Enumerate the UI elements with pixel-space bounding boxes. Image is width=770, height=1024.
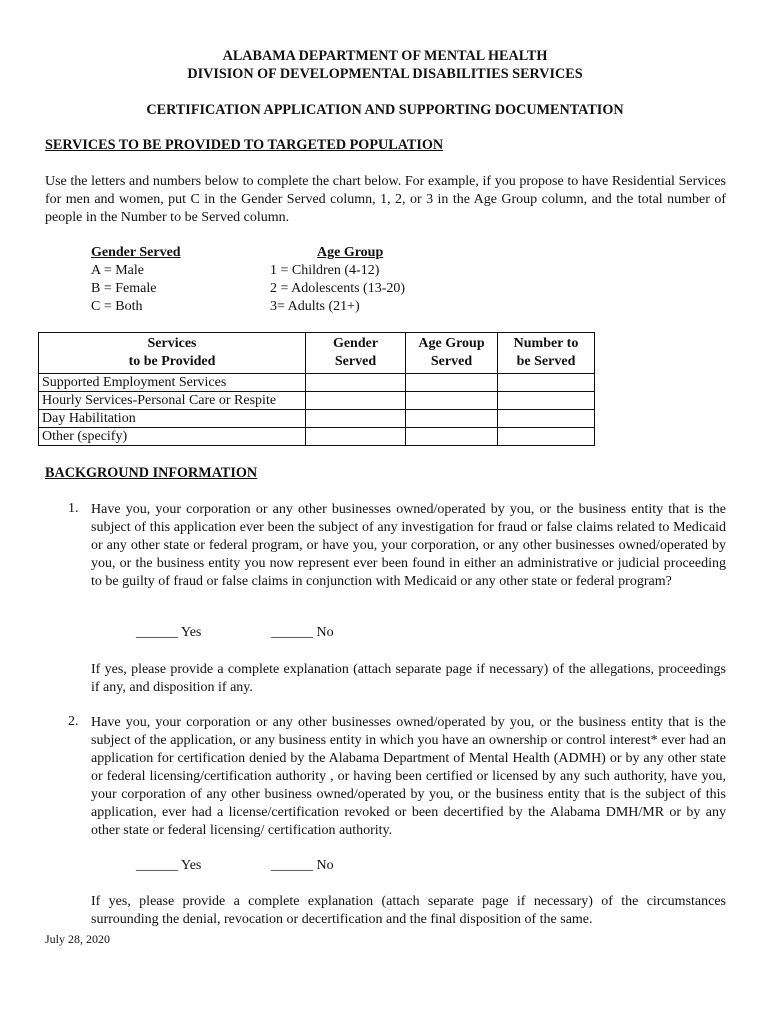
- table-row: [39, 428, 595, 446]
- gender-legend-item: C = Both: [91, 299, 143, 314]
- gender-legend-title: Gender Served: [91, 245, 181, 260]
- gender-legend-item: B = Female: [91, 281, 157, 296]
- number-header-line2: be Served: [516, 354, 576, 369]
- question-1-text: Have you, your corporation or any other businesses owned/operated by you, or the business entity that is the subject of this application ever been the subject of any investigation for fraud or false claims related to Medicaid or any other state or federal program, or have you, your corporation, or any other businesses owned/operated by you, or the business entity you now represent ever been found in either an administrative or judicial proceeding to be guilty of fraud or false claims in conjunction with Medicaid or any other state or federal program?: [91, 502, 726, 589]
- gender-header-line1: Gender: [332, 336, 379, 351]
- service-name-cell: Hourly Services-Personal Care or Respite: [39, 392, 306, 410]
- age-header: [406, 333, 498, 374]
- gender-served-cell[interactable]: [306, 428, 406, 446]
- services-header-line2: to be Provided: [128, 354, 216, 369]
- gender-legend: [91, 244, 181, 316]
- gender-header: [306, 333, 406, 374]
- question-2-no-option[interactable]: ______ No: [271, 858, 334, 873]
- gender-header-line2: Served: [334, 354, 377, 369]
- age-group-cell[interactable]: [406, 410, 498, 428]
- gender-served-cell[interactable]: [306, 410, 406, 428]
- number-served-cell[interactable]: [498, 428, 595, 446]
- section-heading-services: SERVICES TO BE PROVIDED TO TARGETED POPULATION: [45, 137, 444, 153]
- table-row: [39, 410, 595, 428]
- number-served-cell[interactable]: [498, 374, 595, 392]
- services-table: [38, 332, 595, 446]
- table-row: [39, 374, 595, 392]
- number-served-cell[interactable]: [498, 410, 595, 428]
- question-2-number: 2.: [68, 714, 79, 729]
- gender-served-cell[interactable]: [306, 392, 406, 410]
- question-1-followup: If yes, please provide a complete explanation (attach separate page if necessary) of the allegations, proceedings if any, and disposition if any.: [91, 662, 726, 695]
- header-line-1: ALABAMA DEPARTMENT OF MENTAL HEALTH: [222, 48, 548, 64]
- age-header-line2: Served: [430, 354, 473, 369]
- age-group-cell[interactable]: [406, 374, 498, 392]
- gender-served-cell[interactable]: [306, 374, 406, 392]
- age-legend-item: 2 = Adolescents (13-20): [270, 281, 406, 296]
- age-legend: [270, 244, 405, 316]
- question-1-no-option[interactable]: ______ No: [271, 625, 334, 640]
- footer-date: July 28, 2020: [45, 932, 111, 946]
- age-header-line1: Age Group: [418, 336, 485, 351]
- question-1-yes-option[interactable]: ______ Yes: [136, 625, 202, 640]
- instructions-paragraph: Use the letters and numbers below to complete the chart below. For example, if you propose to have Residential Services for men and women, put C in the Gender Served column, 1, 2, or 3 in the Age Group column, and the total number of people in the Number to be Served column.: [45, 174, 726, 225]
- section-heading-background: BACKGROUND INFORMATION: [45, 465, 258, 481]
- question-1-number: 1.: [68, 501, 79, 516]
- question-2-followup: If yes, please provide a complete explanation (attach separate page if necessary) of the circumstances surrounding the denial, revocation or decertification and the final disposition of the same.: [91, 894, 726, 927]
- number-header: [498, 333, 595, 374]
- question-2-text: Have you, your corporation or any other businesses owned/operated by you, or the business entity that is the subject of the application, or any business entity in which you have an ownership or control interest* ever had an application for certification denied by the Alabama Department of Mental Health (ADMH) or by any other state or federal licensing/certification authority , or having been certified or licensed by any such authority, have you, your corporation of any other business owned/operated by you, or the business entity that is the subject of this application, ever had a license/certification revoked or been decertified by the Alabama DMH/MR or by any other state or federal licensing/ certification authority.: [91, 715, 726, 838]
- form-title: CERTIFICATION APPLICATION AND SUPPORTING DOCUMENTATION: [146, 102, 624, 118]
- service-name-cell: Day Habilitation: [39, 410, 306, 428]
- table-header-row: [39, 333, 595, 374]
- age-legend-title: Age Group: [317, 245, 384, 260]
- question-2-yes-option[interactable]: ______ Yes: [136, 858, 202, 873]
- service-name-cell: Supported Employment Services: [39, 374, 306, 392]
- number-header-line1: Number to: [513, 336, 579, 351]
- number-served-cell[interactable]: [498, 392, 595, 410]
- service-name-cell: Other (specify): [39, 428, 306, 446]
- gender-legend-item: A = Male: [91, 263, 144, 278]
- services-header: [39, 333, 306, 374]
- age-group-cell[interactable]: [406, 392, 498, 410]
- header-line-2: DIVISION OF DEVELOPMENTAL DISABILITIES SERVICES: [187, 66, 583, 82]
- age-legend-item: 1 = Children (4-12): [270, 263, 380, 278]
- services-header-line1: Services: [147, 336, 197, 351]
- table-row: [39, 392, 595, 410]
- age-group-cell[interactable]: [406, 428, 498, 446]
- age-legend-item: 3= Adults (21+): [270, 299, 360, 314]
